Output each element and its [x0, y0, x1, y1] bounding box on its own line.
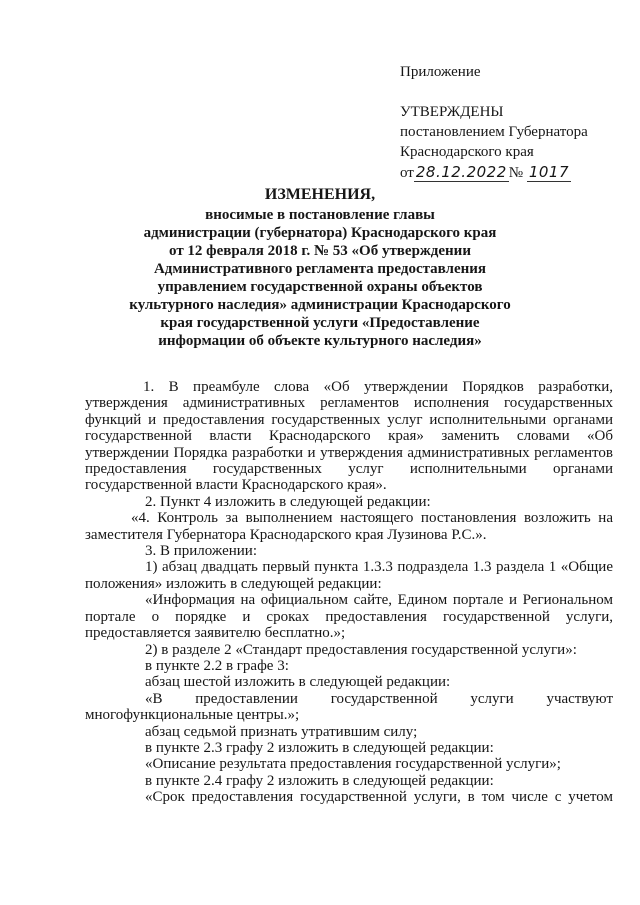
document-body: [85, 379, 613, 806]
paragraph: в пункте 2.2 в графе 3:: [145, 657, 289, 674]
handwritten-date: 28.12.2022: [415, 163, 507, 181]
approved-label: УТВЕРЖДЕНЫ: [400, 104, 504, 120]
paragraph: абзац шестой изложить в следующей редакции:: [145, 674, 451, 691]
paragraph: «Срок предоставления государственной услуги, в том числе с учетом: [145, 789, 613, 806]
heading-line: от 12 февраля 2018 г. № 53 «Об утверждении: [169, 243, 471, 259]
heading-line: вносимые в постановление главы: [205, 207, 435, 223]
approval-block: [400, 62, 588, 183]
paragraph: «В предоставлении государственной услуги участвуют многофункциональные центры.»;: [85, 690, 613, 724]
paragraph: 1) абзац двадцать первый пункта 1.3.3 подраздела 1.3 раздела 1 «Общие положения» изложить в следующей редакции:: [85, 559, 613, 592]
heading-line: края государственной услуги «Предоставление: [160, 315, 480, 331]
paragraph: «Информация на официальном сайте, Едином портале и Региональном портале о порядке и сроках предоставления государственной услуги, предоставляется заявителю бесплатно.»;: [85, 592, 613, 642]
number-sign: №: [508, 165, 524, 181]
paragraph: в пункте 2.3 графу 2 изложить в следующей редакции:: [145, 739, 494, 756]
heading-line: культурного наследия» администрации Краснодарского: [129, 297, 511, 313]
document-heading: [100, 186, 540, 350]
spacer: [400, 82, 588, 102]
paragraph: «4. Контроль за выполнением настоящего постановления возложить на заместителя Губернатора Краснодарского края Лузинова Р.С.».: [85, 510, 613, 543]
paragraph: 3. В приложении:: [145, 543, 257, 560]
date-number-line: [400, 162, 588, 183]
appendix-label: Приложение: [400, 64, 481, 80]
heading-line: Административного регламента предоставления: [153, 261, 487, 277]
paragraph: 2) в разделе 2 «Стандарт предоставления государственной услуги»:: [145, 641, 577, 658]
paragraph: «Описание результата предоставления государственной услуги»;: [145, 756, 561, 773]
paragraph: 1. В преамбуле слова «Об утверждении Порядков разработки, утверждения административных регламентов исполнения государственных функций и предоставления государственных услуг исполнительными органами государственной власти Краснодарского края» заменить словами «Об утверждении Порядка разработки и утверждения административных регламентов предоставления государственных услуг исполнительными органами государственной власти Краснодарского края».: [85, 379, 613, 494]
approval-line-2: Краснодарского края: [400, 144, 534, 160]
heading-line: информации об объекте культурного наследия»: [158, 333, 482, 349]
paragraph: абзац седьмой признать утратившим силу;: [145, 723, 418, 740]
handwritten-number: 1017: [528, 163, 569, 181]
heading-title: ИЗМЕНЕНИЯ,: [264, 186, 376, 203]
heading-line: администрации (губернатора) Краснодарского края: [143, 225, 497, 241]
approval-line-1: постановлением Губернатора: [400, 124, 588, 140]
paragraph: в пункте 2.4 графу 2 изложить в следующей редакции:: [145, 772, 494, 789]
paragraph: 2. Пункт 4 изложить в следующей редакции:: [145, 493, 431, 510]
date-prefix: от: [400, 165, 414, 181]
heading-line: управлением государственной охраны объектов: [157, 279, 483, 295]
